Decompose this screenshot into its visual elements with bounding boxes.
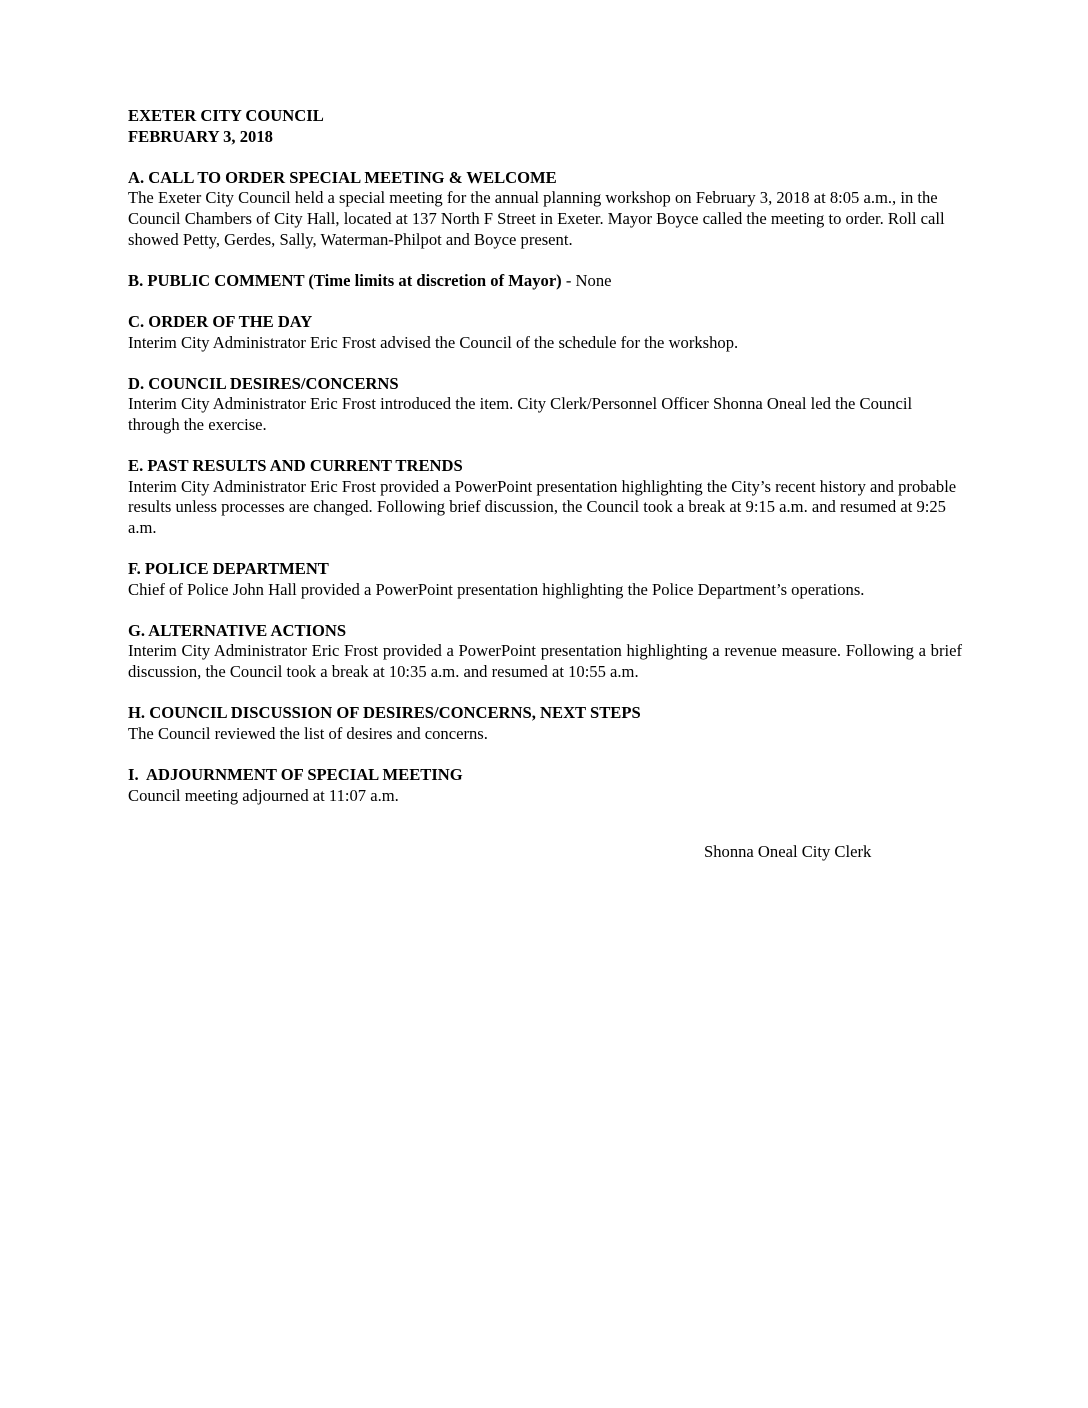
section-body: Chief of Police John Hall provided a PowerPoint presentation highlighting the Police Department’s operations.	[128, 579, 865, 599]
section-order-of-day	[128, 312, 962, 353]
public-comment-result: - None	[561, 270, 612, 290]
section-next-steps	[128, 703, 962, 744]
section-heading: H. COUNCIL DISCUSSION OF DESIRES/CONCERNS, NEXT STEPS	[128, 703, 641, 723]
section-heading: D. COUNCIL DESIRES/CONCERNS	[128, 373, 399, 393]
section-body: Interim City Administrator Eric Frost introduced the item. City Clerk/Personnel Officer Shonna Oneal led the Council through the exercise.	[128, 394, 913, 434]
section-heading: E. PAST RESULTS AND CURRENT TRENDS	[128, 456, 463, 476]
section-adjournment	[128, 765, 962, 806]
meeting-date: FEBRUARY 3, 2018	[128, 126, 273, 146]
section-desires-concerns	[128, 374, 962, 436]
section-body: Interim City Administrator Eric Frost provided a PowerPoint presentation highlighting the City’s recent history and probable results unless processes are changed. Following brief discussion, the Council took a break at 9:15 a.m. and resumed at 9:25 a.m.	[128, 476, 957, 537]
section-heading: A. CALL TO ORDER SPECIAL MEETING & WELCOME	[128, 167, 557, 187]
section-heading-line	[128, 271, 962, 292]
section-body: Council meeting adjourned at 11:07 a.m.	[128, 785, 399, 805]
section-body: The Exeter City Council held a special meeting for the annual planning workshop on February 3, 2018 at 8:05 a.m., in the Council Chambers of City Hall, located at 137 North F Street in Exeter. Mayor Boyce called the meeting to order. Roll call showed Petty, Gerdes, Sally, Waterman-Philpot and Boyce present.	[128, 188, 945, 249]
section-police-department	[128, 559, 962, 600]
minutes-document	[128, 106, 962, 827]
section-body: The Council reviewed the list of desires and concerns.	[128, 723, 488, 743]
organization-title: EXETER CITY COUNCIL	[128, 106, 324, 125]
section-heading: I. ADJOURNMENT OF SPECIAL MEETING	[128, 765, 463, 784]
section-heading: B. PUBLIC COMMENT (Time limits at discretion of Mayor)	[128, 270, 562, 290]
section-heading: F. POLICE DEPARTMENT	[128, 559, 329, 579]
section-body: Interim City Administrator Eric Frost advised the Council of the schedule for the workshop.	[128, 332, 739, 352]
section-body: Interim City Administrator Eric Frost provided a PowerPoint presentation highlighting a revenue measure. Following a brief discussion, the Council took a break at 10:35 a.m. and resumed at 10:55 a.m.	[128, 641, 962, 682]
section-heading: C. ORDER OF THE DAY	[128, 311, 313, 331]
section-heading: G. ALTERNATIVE ACTIONS	[128, 620, 347, 640]
section-call-to-order	[128, 168, 962, 250]
document-header	[128, 106, 962, 147]
section-past-results	[128, 456, 962, 538]
clerk-signature-line: Shonna Oneal City Clerk	[704, 842, 872, 861]
section-public-comment	[128, 271, 962, 292]
section-alternative-actions	[128, 621, 962, 683]
